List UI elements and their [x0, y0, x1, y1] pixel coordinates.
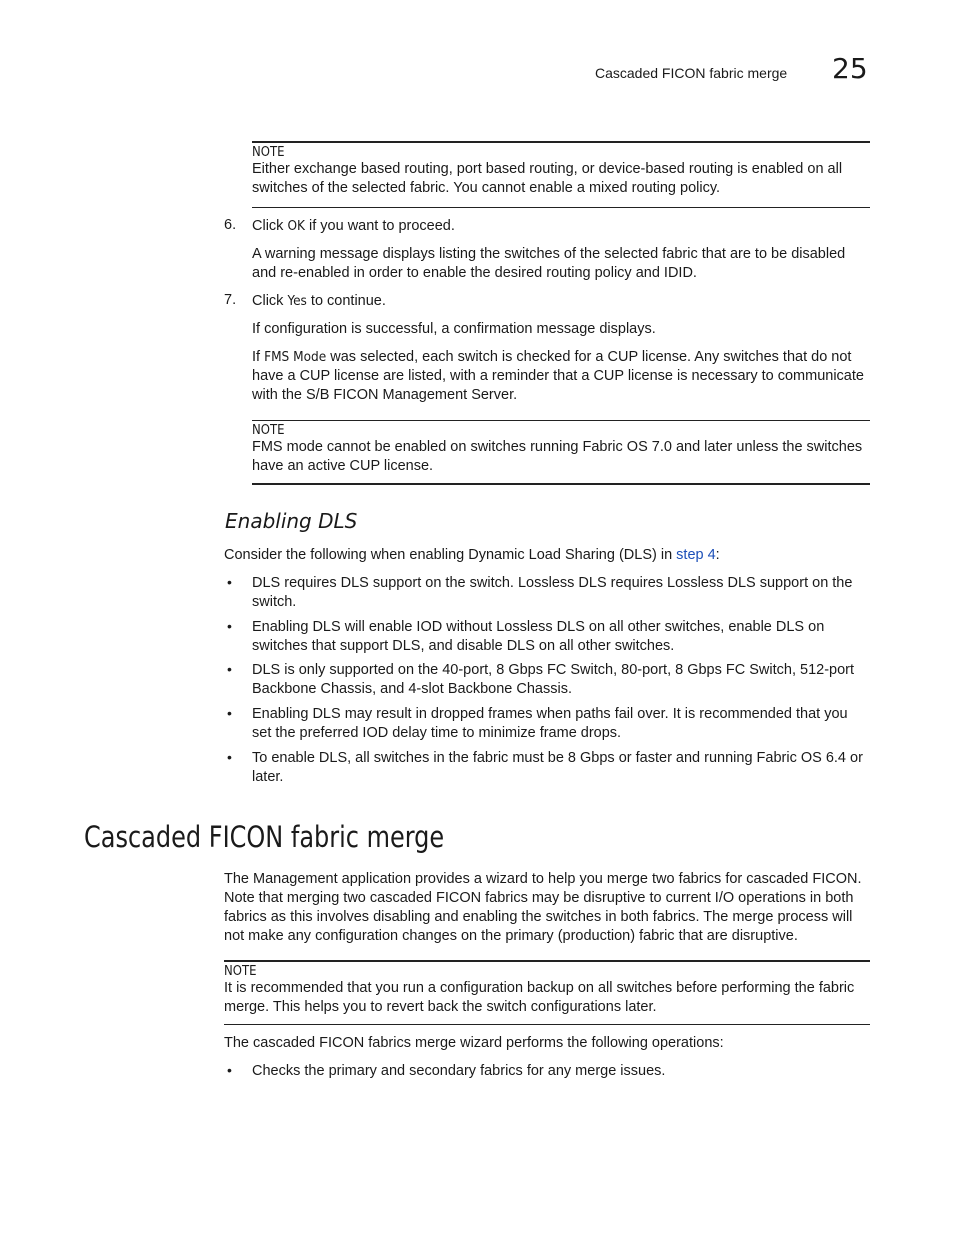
note-label: NOTE	[252, 423, 285, 438]
intro-post: :	[715, 547, 720, 563]
dls-intro	[224, 546, 870, 565]
subsection-heading: Enabling DLS	[225, 509, 358, 533]
step-6-text	[252, 217, 870, 236]
ui-label-yes: Yes	[287, 293, 307, 309]
note-box-fms	[252, 420, 870, 485]
detail-post: was selected, each switch is checked for a CUP license. Any switches that do not have a CUP license are listed, with a reminder that a CUP license is necessary to communicate with the S/B FICON Management Server.	[252, 349, 864, 403]
ui-label-fms-mode: FMS Mode	[264, 349, 327, 365]
bullet-icon: •	[227, 574, 232, 590]
note-label: NOTE	[252, 145, 285, 160]
step-4-link[interactable]: step 4	[676, 547, 716, 563]
section-heading: Cascaded FICON fabric merge	[84, 820, 445, 854]
bullet-icon: •	[227, 1062, 232, 1078]
step-number: 6.	[224, 217, 237, 233]
list-item: Checks the primary and secondary fabrics for any merge issues.	[252, 1063, 666, 1079]
list-item: To enable DLS, all switches in the fabric must be 8 Gbps or faster and running Fabric OS 6.4 or later.	[252, 750, 863, 785]
step-6-detail: A warning message displays listing the switches of the selected fabric that are to be disabled and re-enabled in order to enable the desired routing policy and IDID.	[252, 246, 846, 281]
bullet-icon: •	[227, 661, 232, 677]
bullet-icon: •	[227, 749, 232, 765]
note-box-backup	[224, 960, 870, 1025]
step-text-pre: Click	[252, 218, 288, 234]
list-item: DLS requires DLS support on the switch. Lossless DLS requires Lossless DLS support on the switch.	[252, 575, 853, 610]
step-7-text	[252, 292, 870, 311]
step-number: 7.	[224, 292, 237, 308]
step-text-pre: Click	[252, 293, 288, 309]
list-item: Enabling DLS will enable IOD without Lossless DLS on all other switches, enable DLS on switches that support DLS, and disable DLS on all other switches.	[252, 619, 825, 654]
chapter-number: 25	[832, 52, 868, 85]
ui-label-ok: OK	[287, 218, 305, 234]
bullet-icon: •	[227, 705, 232, 721]
detail-pre: If	[252, 349, 265, 365]
bullet-icon: •	[227, 618, 232, 634]
step-7-detail-2	[252, 348, 870, 405]
step-text-post: if you want to proceed.	[304, 218, 455, 234]
note-box-routing	[252, 141, 870, 208]
note-text: FMS mode cannot be enabled on switches running Fabric OS 7.0 and later unless the switches have an active CUP license.	[252, 439, 863, 474]
merge-ops-intro: The cascaded FICON fabrics merge wizard performs the following operations:	[224, 1035, 724, 1051]
intro-pre: Consider the following when enabling Dynamic Load Sharing (DLS) in	[224, 547, 677, 563]
note-label: NOTE	[224, 964, 257, 979]
note-text: Either exchange based routing, port based routing, or device-based routing is enabled on all switches of the selected fabric. You cannot enable a mixed routing policy.	[252, 161, 843, 196]
running-header-title: Cascaded FICON fabric merge	[595, 65, 788, 81]
step-text-post: to continue.	[306, 293, 386, 309]
list-item: Enabling DLS may result in dropped frames when paths fail over. It is recommended that you set the preferred IOD delay time to minimize frame drops.	[252, 706, 848, 741]
step-7-detail-1: If configuration is successful, a confirmation message displays.	[252, 321, 656, 337]
note-text: It is recommended that you run a configuration backup on all switches before performing the fabric merge. This helps you to revert back the switch configurations later.	[224, 980, 855, 1015]
merge-intro: The Management application provides a wizard to help you merge two fabrics for cascaded FICON. Note that merging two cascaded FICON fabrics may be disruptive to current I/O operations in both fabrics as this involves disabling and enabling the switches in both fabrics. The merge process will not make any configuration changes on the primary (production) fabric that are disruptive.	[224, 871, 862, 944]
list-item: DLS is only supported on the 40-port, 8 Gbps FC Switch, 80-port, 8 Gbps FC Switch, 512-port Backbone Chassis, and 4-slot Backbone Chassis.	[252, 662, 855, 697]
